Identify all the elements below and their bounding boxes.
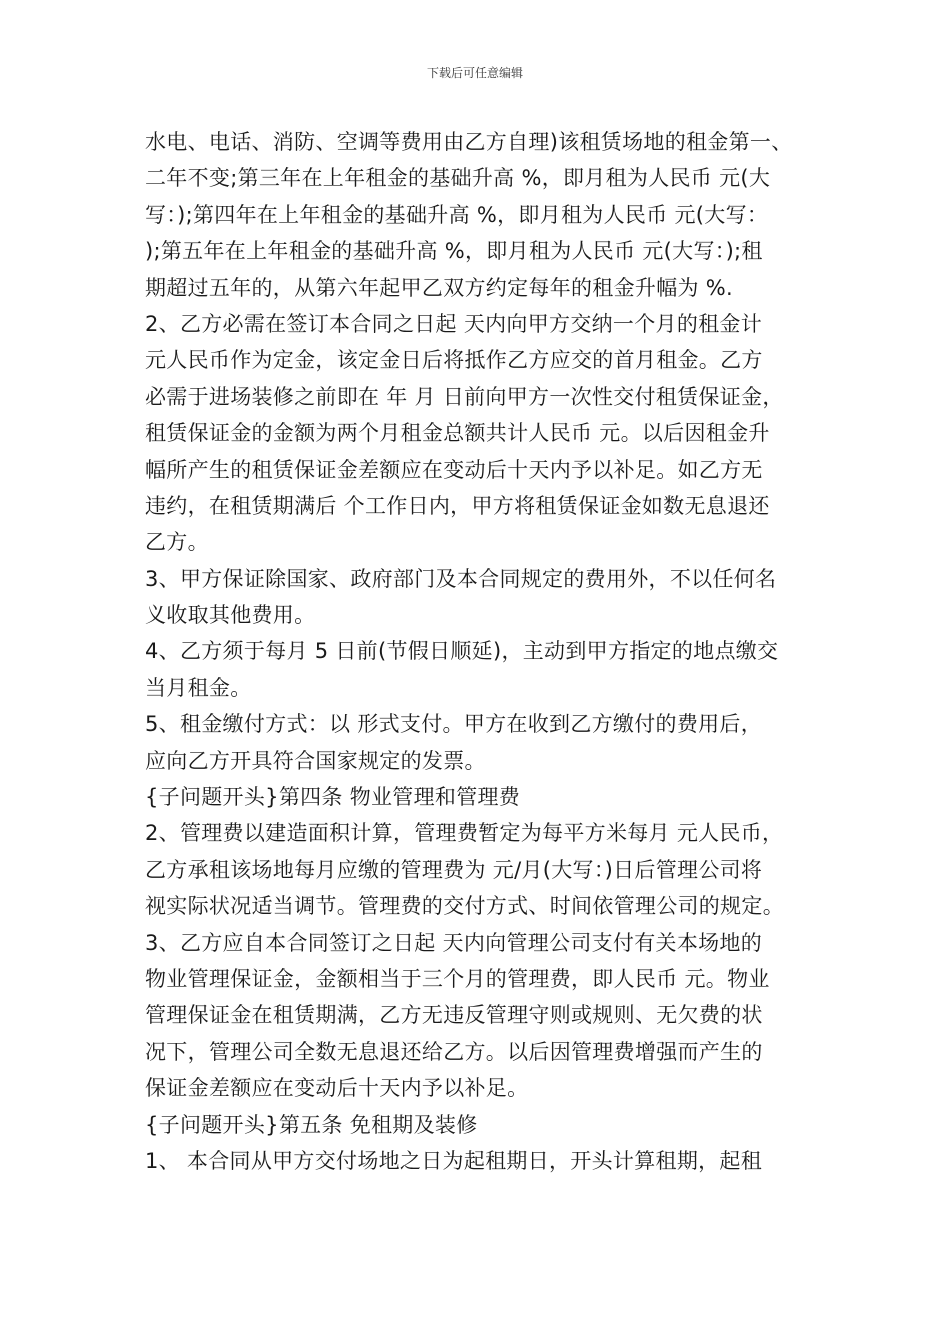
text-line: 租赁保证金的金额为两个月租金总额共计人民币 元。以后因租金升 xyxy=(145,421,770,446)
section-heading: {子问题开头}第五条 免租期及装修 xyxy=(145,1112,478,1137)
text-line: 必需于进场装修之前即在 年 月 日前向甲方一次性交付租赁保证金， xyxy=(145,384,784,409)
text-line: 管理保证金在租赁期满，乙方无违反管理守则或规则、无欠费的状 xyxy=(145,1003,763,1028)
text-line: 2、管理费以建造面积计算，管理费暂定为每平方米每月 元人民币， xyxy=(145,821,784,846)
page-header: 下载后可任意编辑 xyxy=(426,66,523,80)
text-line: 3、甲方保证除国家、政府部门及本合同规定的费用外，不以任何名 xyxy=(145,566,777,591)
text-line: 期超过五年的，从第六年起甲乙双方约定每年的租金升幅为 %. xyxy=(145,275,734,300)
text-line: 违约，在租赁期满后 个工作日内，甲方将租赁保证金如数无息退还 xyxy=(145,493,770,518)
text-line: 5、租金缴付方式：以 形式支付。甲方在收到乙方缴付的费用后， xyxy=(145,712,763,737)
document-body xyxy=(145,124,815,1179)
text-line: 况下，管理公司全数无息退还给乙方。以后因管理费增强而产生的 xyxy=(145,1039,763,1064)
text-line: 当月租金。 xyxy=(145,675,252,700)
text-line: 视实际状况适当调节。管理费的交付方式、时间依管理公司的规定。 xyxy=(145,894,784,919)
text-line: 保证金差额应在变动后十天内予以补足。 xyxy=(145,1076,529,1101)
text-line: 写：);第四年在上年租金的基础升高 %，即月租为人民币 元(大写： xyxy=(145,202,769,227)
text-line: 义收取其他费用。 xyxy=(145,603,316,628)
text-line: 乙方。 xyxy=(145,530,209,555)
text-line: 幅所产生的租赁保证金差额应在变动后十天内予以补足。如乙方无 xyxy=(145,457,763,482)
text-line: 元人民币作为定金，该定金日后将抵作乙方应交的首月租金。乙方 xyxy=(145,348,763,373)
text-line: 乙方承租该场地每月应缴的管理费为 元/月(大写：)日后管理公司将 xyxy=(145,857,763,882)
text-line: 应向乙方开具符合国家规定的发票。 xyxy=(145,748,486,773)
text-line: 二年不变;第三年在上年租金的基础升高 %，即月租为人民币 元(大 xyxy=(145,166,771,191)
text-line: 物业管理保证金，金额相当于三个月的管理费，即人民币 元。物业 xyxy=(145,966,770,991)
text-line: 3、乙方应自本合同签订之日起 天内向管理公司支付有关本场地的 xyxy=(145,930,763,955)
section-heading: {子问题开头}第四条 物业管理和管理费 xyxy=(145,785,521,810)
text-line: 4、乙方须于每月 5 日前(节假日顺延)，主动到甲方指定的地点缴交 xyxy=(145,639,779,664)
text-line: );第五年在上年租金的基础升高 %，即月租为人民币 元(大写：);租 xyxy=(145,239,763,264)
text-line: 2、乙方必需在签订本合同之日起 天内向甲方交纳一个月的租金计 xyxy=(145,311,763,336)
text-line: 水电、电话、消防、空调等费用由乙方自理)该租赁场地的租金第一、 xyxy=(145,130,793,154)
text-line: 1、 本合同从甲方交付场地之日为起租期日，开头计算租期，起租 xyxy=(145,1148,763,1173)
